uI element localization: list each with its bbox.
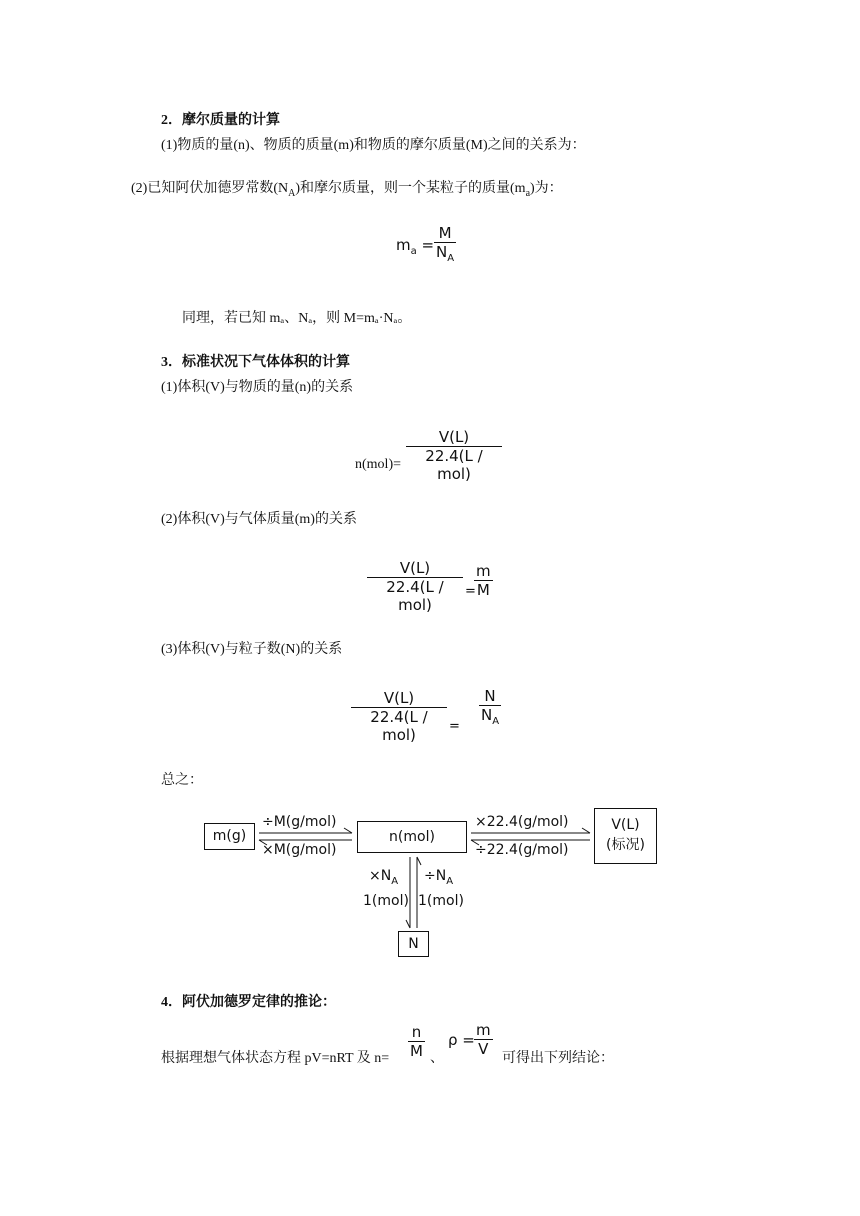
formula-1-lhs: n(mol)= xyxy=(355,457,401,472)
section-2-note: 同理，若已知 mₐ、Nₐ，则 M=mₐ·Nₐ。 xyxy=(182,311,412,326)
section-4-separator: 、 xyxy=(430,1051,444,1066)
arrow-mass-to-mol-head xyxy=(344,828,352,833)
section-4-text-suffix: 可得出下列结论： xyxy=(502,1051,614,1066)
mass-box: m(g) xyxy=(204,823,255,850)
moles-box: n(mol) xyxy=(357,821,467,853)
volume-box: V(L) (标况) xyxy=(594,808,657,864)
label-divide-molar-volume: ÷22.4(g/mol) xyxy=(475,842,569,858)
section-3-item-3: (3)体积(V)与粒子数(N)的关系 xyxy=(161,642,343,657)
label-left-one-mol: 1(mol) xyxy=(363,893,409,909)
rho-fraction: m V xyxy=(476,1021,491,1058)
section-2-item-2: (2)已知阿伏加德罗常数$(N_A)$和摩尔质量，则一个某粒子的质量$(m_a)$为： xyxy=(131,181,563,199)
label-divide-avogadro: $\div N_A$ xyxy=(424,868,454,887)
formula-ma-lhs: $m_a$ = xyxy=(396,236,435,257)
section-4-title: 4．阿伏加德罗定律的推论： xyxy=(161,995,336,1010)
section-3-title: 3．标准状况下气体体积的计算 xyxy=(161,355,350,370)
arrow-n-to-mol-head xyxy=(417,857,421,865)
section-4-text-prefix: 根据理想气体状态方程 pV=nRT 及 n= xyxy=(161,1051,390,1066)
section-2-item-1: (1)物质的量(n)、物质的质量(m)和物质的摩尔质量(M)之间的关系为： xyxy=(161,138,586,153)
formula-3-fraction-left: V(L) 22.4(L / mol) xyxy=(351,689,447,744)
formula-3-equals: = xyxy=(449,719,460,734)
formula-2-equals: = xyxy=(465,584,476,599)
particle-count-box: N xyxy=(398,931,429,957)
formula-ma-fraction: M $N_A$ xyxy=(436,224,455,264)
formula-2-fraction-right: m M xyxy=(476,562,491,599)
label-times-molar-mass: ×M(g/mol) xyxy=(262,842,337,858)
formula-2-fraction-left: V(L) 22.4(L / mol) xyxy=(367,559,463,614)
arrow-mol-to-vol-head xyxy=(582,828,590,833)
section-3-item-2: (2)体积(V)与气体质量(m)的关系 xyxy=(161,512,357,527)
summary-label: 总之： xyxy=(161,773,203,788)
label-right-one-mol: 1(mol) xyxy=(418,893,464,909)
rho-lhs: ρ = xyxy=(448,1031,475,1049)
n-formula-fraction: n M xyxy=(410,1023,423,1060)
section-3-item-1: (1)体积(V)与物质的量(n)的关系 xyxy=(161,380,354,395)
label-times-avogadro: $\times N_A$ xyxy=(369,868,399,887)
arrow-mol-to-n-head xyxy=(406,920,410,928)
section-2-title: 2．摩尔质量的计算 xyxy=(161,113,280,128)
label-divide-molar-mass: ÷M(g/mol) xyxy=(262,814,337,830)
formula-1-fraction: V(L) 22.4(L / mol) xyxy=(406,428,502,483)
formula-3-fraction-right: N $N_A$ xyxy=(481,687,500,727)
label-times-molar-volume: ×22.4(g/mol) xyxy=(475,814,569,830)
